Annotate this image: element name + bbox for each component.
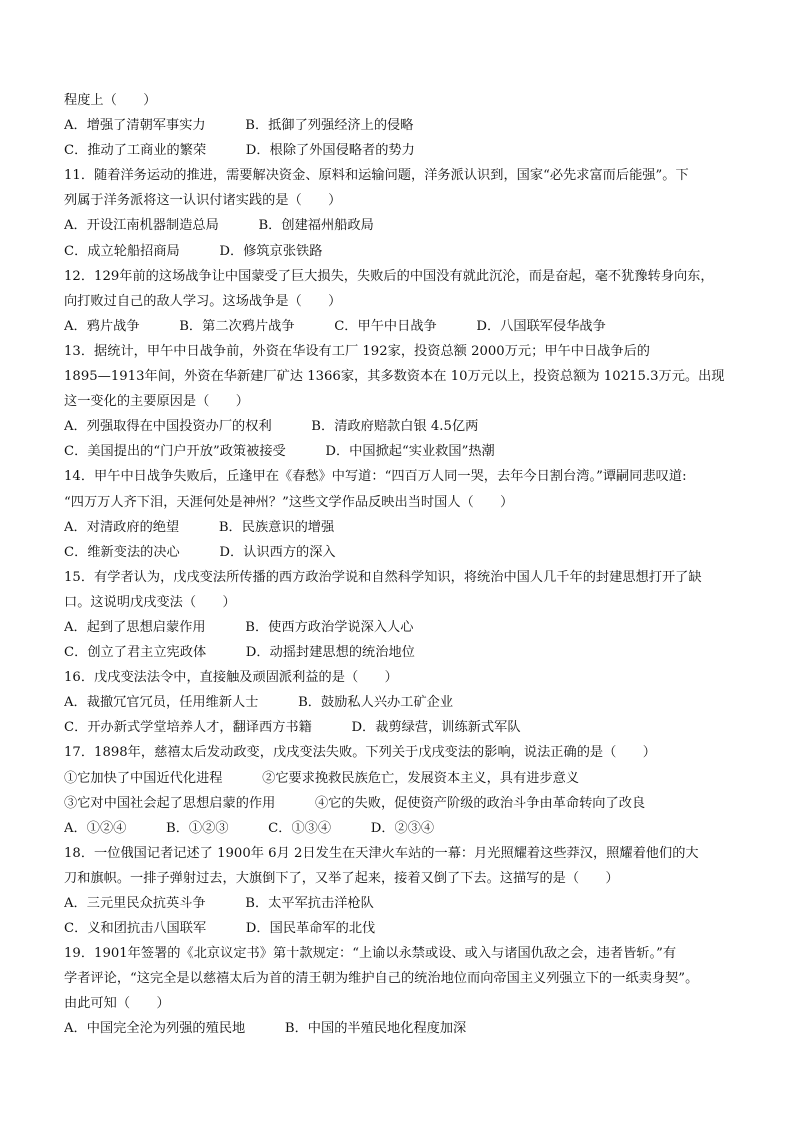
text-line: 列属于洋务派将这一认识付诸实践的是（ ） — [64, 193, 342, 209]
text-line: A．起到了思想启蒙作用 B．使西方政治学说深入人心 — [64, 619, 414, 635]
text-line: C．维新变法的决心 D．认识西方的深入 — [64, 544, 336, 560]
text-line: 15．有学者认为，戊戌变法所传播的西方政治学说和自然科学知识，将统治中国人几千年的封建思想打开了缺 — [64, 569, 702, 585]
text-line: 17．1898年，慈禧太后发动政变，戊戌变法失败。下列关于戊戌变法的影响，说法正确的是（ ） — [64, 745, 656, 761]
text-line: ①它加快了中国近代化进程 ②它要求挽救民族危亡，发展资本主义，具有进步意义 — [64, 770, 580, 786]
text-line: 由此可知（ ） — [64, 996, 170, 1012]
text-line: A．对清政府的绝望 B．民族意识的增强 — [64, 519, 335, 535]
text-line: A．增强了清朝军事实力 B．抵御了列强经济上的侵略 — [64, 118, 414, 134]
text-line: 这一变化的主要原因是（ ） — [64, 394, 249, 410]
text-line: 程度上（ ） — [64, 93, 157, 108]
text-line: A．裁撤冗官冗员，任用维新人士 B．鼓励私人兴办工矿企业 — [64, 695, 454, 711]
text-line: A．列强取得在中国投资办厂的权利 B．清政府赔款白银 4.5亿两 — [64, 419, 479, 435]
text-line: A．三元里民众抗英斗争 B．太平军抗击洋枪队 — [64, 896, 374, 911]
text-line: A．中国完全沦为列强的殖民地 B．中国的半殖民地化程度加深 — [64, 1021, 467, 1037]
text-line: 12．129年前的这场战争让中国蒙受了巨大损失，失败后的中国没有就此沉沦，而是奋起，毫不犹豫转身向东， — [64, 268, 714, 284]
text-line: 刀和旗帜。一排子弹射过去，大旗倒下了，又举了起来，接着又倒了下去。这描写的是（ ） — [64, 870, 619, 886]
text-line: 1895—1913年间，外资在华新建厂矿达 1366家，其多数资本在 10万元以上，投资总额为 10215.3万元。出现 — [64, 369, 725, 385]
text-line: A．①②④ B．①②③ C．①③④ D．②③④ — [64, 820, 435, 836]
text-line: C．义和团抗击八国联军 D．国民革命军的北伐 — [64, 921, 376, 937]
text-line: 11．随着洋务运动的推进，需要解决资金、原料和运输问题，洋务派认识到，国家“必先求富而后能强”。下 — [64, 168, 689, 184]
question-text-block — [64, 88, 732, 1042]
text-line: 口。这说明戊戌变法（ ） — [64, 594, 236, 610]
text-line: 13．据统计，甲午中日战争前，外资在华设有工厂 192家，投资总额 2000万元；甲午中日战争后的 — [64, 343, 650, 359]
text-line: ③它对中国社会起了思想启蒙的作用 ④它的失败，促使资产阶级的政治斗争由革命转向了改良 — [64, 795, 646, 811]
text-line: 16．戊戌变法法令中，直接触及顽固派利益的是（ ） — [64, 670, 398, 686]
text-line: 向打败过自己的敌人学习。这场战争是（ ） — [64, 293, 342, 309]
text-line: 14．甲午中日战争失败后，丘逢甲在《春愁》中写道：“四百万人同一哭，去年今日割台湾。”谭嗣同悲叹道: — [64, 469, 687, 485]
text-line: A．开设江南机器制造总局 B．创建福州船政局 — [64, 218, 374, 234]
text-line: 19．1901年签署的《北京议定书》第十款规定：“上谕以永禁或设、或入与诸国仇敌之会，违者皆斩。”有 — [64, 946, 677, 962]
text-line: C．推动了工商业的繁荣 D．根除了外国侵略者的势力 — [64, 143, 415, 159]
text-line: C．美国提出的“门户开放”政策被接受 D．中国掀起“实业救国”热潮 — [64, 444, 495, 460]
text-line: C．成立轮船招商局 D．修筑京张铁路 — [64, 243, 323, 259]
text-line: 18．一位俄国记者记述了 1900年 6月 2日发生在天津火车站的一幕：月光照耀着这些莽汉，照耀着他们的大 — [64, 845, 699, 861]
text-line: C．创立了君主立宪政体 D．动摇封建思想的统治地位 — [64, 645, 415, 661]
text-line: 学者评论，“这完全是以慈禧太后为首的清王朝为维护自己的统治地位而向帝国主义列强立下的一纸卖身契”。 — [64, 971, 699, 987]
text-line: “四万万人齐下泪，天涯何处是神州？”这些文学作品反映出当时国人（ ） — [64, 494, 514, 510]
text-line: A．鸦片战争 B．第二次鸦片战争 C．甲午中日战争 D．八国联军侵华战争 — [64, 318, 606, 334]
text-line: C．开办新式学堂培养人才，翻译西方书籍 D．裁剪绿营，训练新式军队 — [64, 720, 521, 736]
